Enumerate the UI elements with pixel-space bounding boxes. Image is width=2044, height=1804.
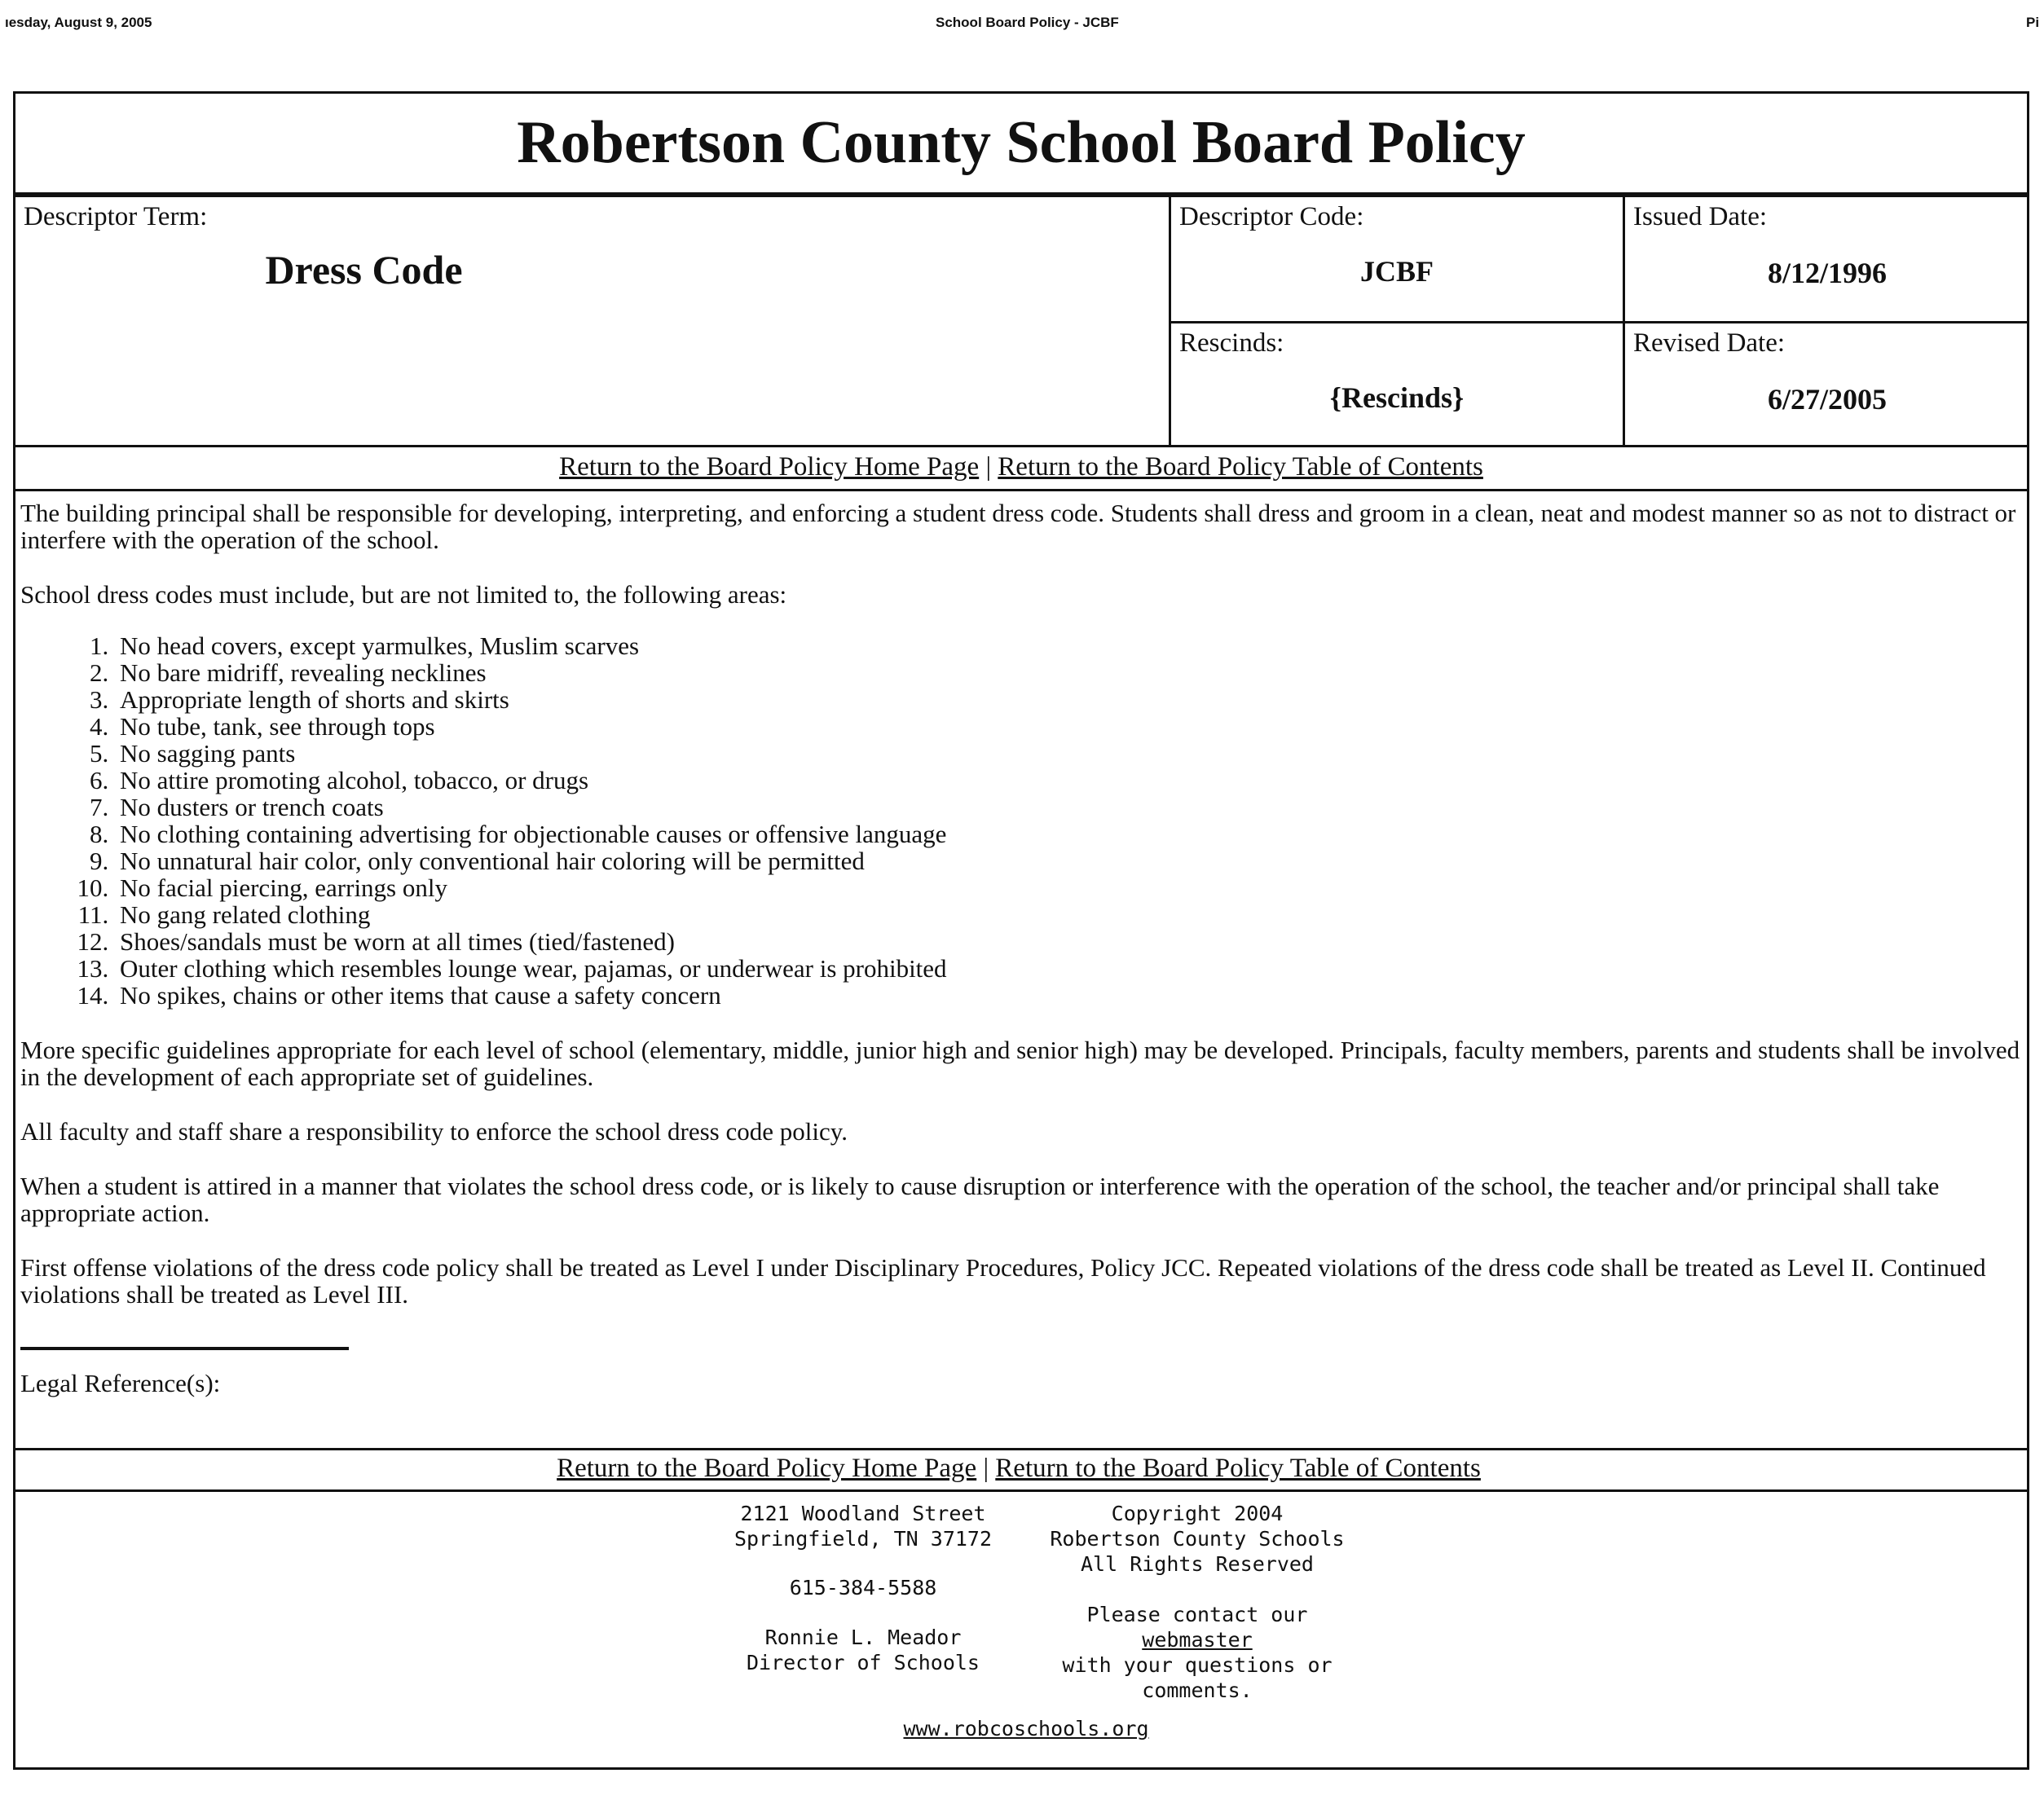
rescinds-cell [1169,321,1625,447]
print-title: School Board Policy - JCBF [936,15,1119,30]
nav-bottom [15,1448,2027,1492]
issued-date-label: Issued Date: [1633,202,1768,231]
legal-reference-label: Legal Reference(s): [20,1369,221,1397]
list-item: 2. No bare midriff, revealing necklines [115,659,2022,686]
footer-website-wrap [830,1716,1222,1741]
guidelines-paragraph: More specific guidelines appropriate for each level of school (elementary, middle, junior high and senior high) may be developed. Principals, faculty members, parents and students shall be involved in the development of each appropriate set of guidelines. [20,1036,2020,1091]
nav-links-bottom [11,1454,2027,1484]
print-date: ıesday, August 9, 2005 [5,15,152,30]
webmaster-link[interactable]: webmaster [1142,1628,1253,1652]
footer-rights: All Rights Reserved [1081,1552,1314,1576]
footer-director-title: Director of Schools [747,1651,980,1674]
list-item: 5. No sagging pants [115,740,2022,767]
descriptor-code-cell [1169,195,1625,323]
nav-separator: | [983,1454,989,1483]
policy-frame [13,91,2029,1770]
list-item: 12. Shoes/sandals must be worn at all times (tied/fastened) [115,928,2022,955]
list-item: 4. No tube, tank, see through tops [115,713,2022,740]
toc-link[interactable]: Return to the Board Policy Table of Contents [998,452,1483,482]
descriptor-term-label: Descriptor Term: [24,202,208,231]
violation-paragraph: When a student is attired in a manner that violates the school dress code, or is likely to cause disruption or interference with the operation of the school, the teacher and/or principal shall take appropriate action. [20,1172,1940,1227]
offense-paragraph: First offense violations of the dress code policy shall be treated as Level I under Disciplinary Procedures, Policy JCC. Repeated violations of the dress code shall be treated as Level II. Continued violations shall be treated as Level III. [20,1253,1986,1309]
list-item: 13. Outer clothing which resembles lounge wear, pajamas, or underwear is prohibited [115,955,2022,982]
toc-link[interactable]: Return to the Board Policy Table of Contents [995,1454,1481,1483]
list-intro: School dress codes must include, but are not limited to, the following areas: [20,580,787,609]
list-item: 9. No unnatural hair color, only conventional hair coloring will be permitted [115,847,2022,874]
policy-body [20,499,2022,1397]
print-page: Pi [2026,15,2040,30]
revised-date: 6/27/2005 [1767,383,1887,416]
nav-links-top [15,452,2027,482]
footer-contact-post1: with your questions or [1062,1653,1333,1677]
home-link[interactable]: Return to the Board Policy Home Page [557,1454,977,1483]
list-item: 14. No spikes, chains or other items that cause a safety concern [115,982,2022,1009]
descriptor-code: JCBF [1360,255,1434,288]
footer-phone: 615-384-5588 [789,1576,937,1599]
issued-date: 8/12/1996 [1767,257,1887,289]
footer-street: 2121 Woodland Street [740,1502,986,1525]
revised-date-cell [1623,321,2029,447]
footer-contact-post2: comments. [1142,1679,1253,1702]
list-item: 10. No facial piercing, earrings only [115,874,2022,901]
list-item: 3. Appropriate length of shorts and skirts [115,686,2022,713]
nav-top [15,447,2027,491]
divider [20,1347,349,1350]
footer-director-name: Ronnie L. Meador [764,1626,962,1649]
descriptor-term-cell [15,195,1171,447]
footer-org: Robertson County Schools [1050,1527,1345,1551]
descriptor-term: Dress Code [265,247,463,293]
footer-contact-pre: Please contact our [1086,1603,1308,1626]
footer-city: Springfield, TN 37172 [733,1527,993,1551]
faculty-paragraph: All faculty and staff share a responsibility to enforce the school dress code policy. [20,1117,848,1146]
rescinds-label: Rescinds: [1179,328,1284,358]
list-item: 11. No gang related clothing [115,901,2022,928]
footer-copyright-line: Copyright 2004 [1111,1502,1284,1525]
footer-address [700,1501,1026,1675]
list-item: 6. No attire promoting alcohol, tobacco, or drugs [115,767,2022,794]
page-title: Robertson County School Board Policy [15,94,2027,195]
home-link[interactable]: Return to the Board Policy Home Page [559,452,980,482]
list-item: 8. No clothing containing advertising for objectionable causes or offensive language [115,821,2022,847]
descriptor-code-label: Descriptor Code: [1179,202,1364,231]
dress-code-list [20,632,2022,1009]
nav-separator: | [985,452,992,482]
revised-date-label: Revised Date: [1633,328,1786,358]
list-item: 7. No dusters or trench coats [115,794,2022,821]
rescinds-value: {Rescinds} [1329,381,1465,414]
issued-date-cell [1623,195,2029,323]
website-link[interactable]: www.robcoschools.org [903,1717,1149,1740]
intro-paragraph: The building principal shall be responsible for developing, interpreting, and enforcing a student dress code. Students shall dress and groom in a clean, neat and modest manner so as not to distract or interfere with the operation of the school. [20,499,2016,554]
list-item: 1. No head covers, except yarmulkes, Muslim scarves [115,632,2022,659]
footer-copyright [1026,1501,1368,1703]
